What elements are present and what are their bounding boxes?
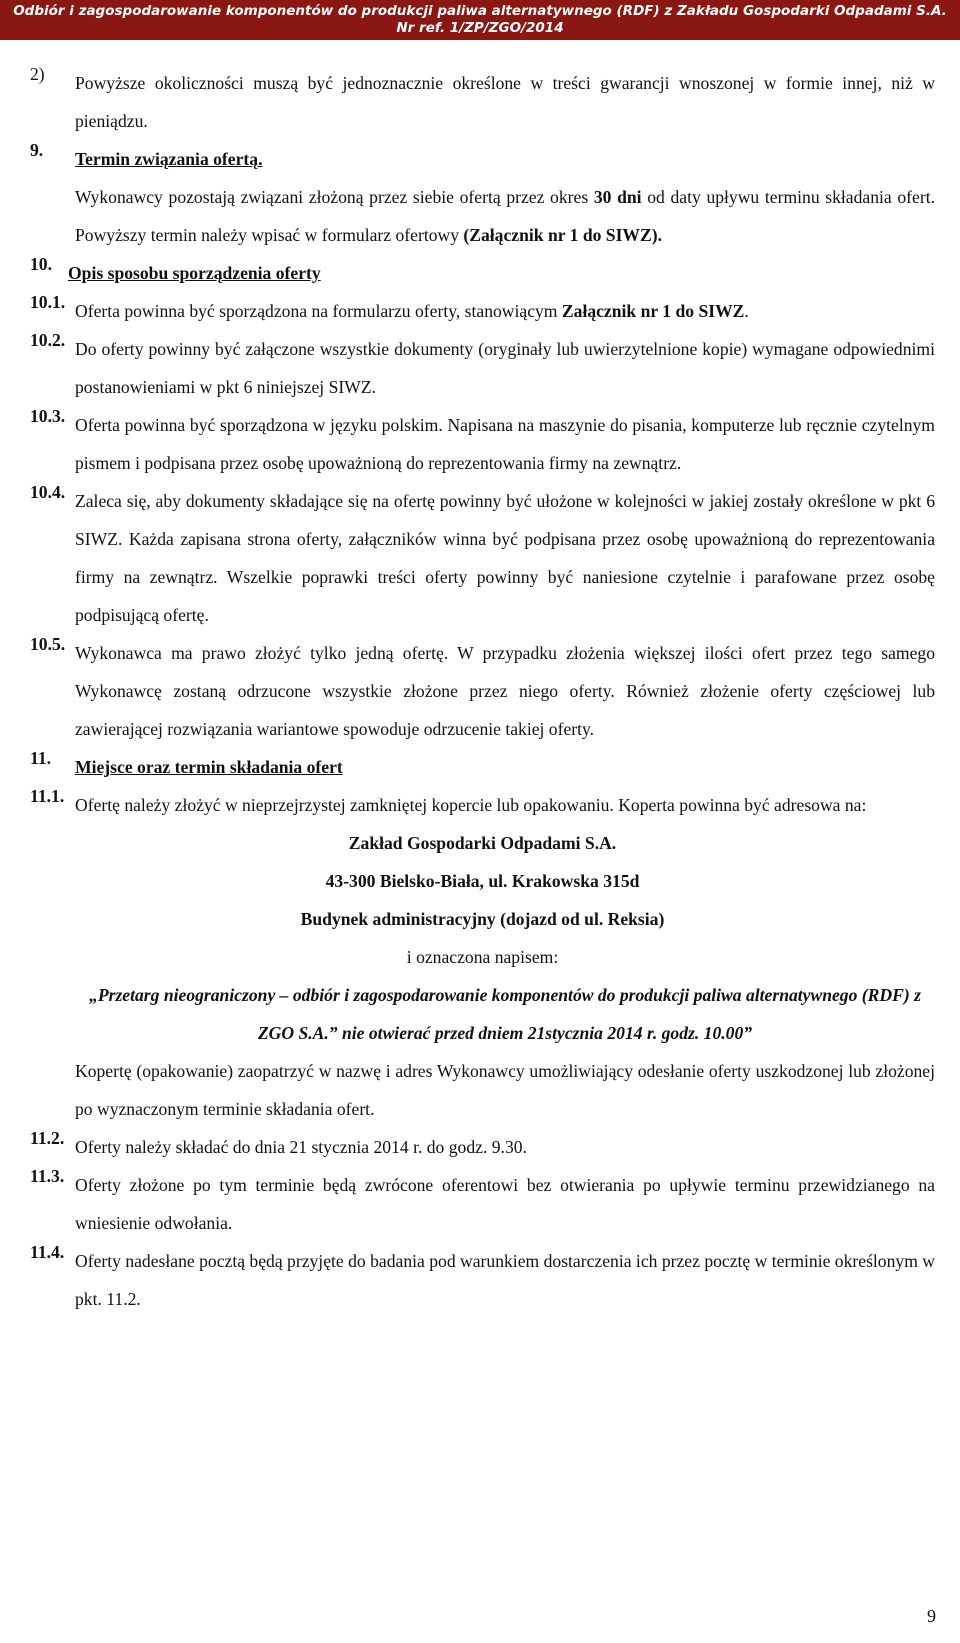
- item-10-2: [30, 330, 935, 406]
- item-11-3: [30, 1166, 935, 1242]
- item-11-2: [30, 1128, 935, 1166]
- item-number: 2): [30, 64, 45, 84]
- item-number: 10.5.: [30, 634, 66, 654]
- section-number: 11.: [30, 748, 52, 768]
- text-bold: (Załącznik nr 1 do SIWZ).: [463, 225, 663, 245]
- section-title: Opis sposobu sporządzenia oferty: [68, 263, 321, 283]
- item-text: Oferty należy składać do dnia 21 stycznia 2014 r. do godz. 9.30.: [75, 1137, 527, 1157]
- item-text: Ofertę należy złożyć w nieprzejrzystej zamkniętej kopercie lub opakowaniu. Koperta powinna być adresowa na:: [75, 795, 867, 815]
- header-reference: Nr ref. 1/ZP/ZGO/2014: [396, 20, 564, 36]
- item-number: 10.2.: [30, 330, 66, 350]
- paragraph-2: [30, 64, 935, 140]
- text-bold: 30 dni: [593, 187, 642, 207]
- section-11-heading: [30, 748, 935, 786]
- item-text: Oferty złożone po tym terminie będą zwrócone oferentowi bez otwierania po upływie terminu przewidzianego na wniesienie odwołania.: [75, 1175, 935, 1233]
- document-header: [0, 0, 960, 40]
- address-line-1: Zakład Gospodarki Odpadami S.A.: [348, 833, 617, 853]
- envelope-marking: „Przetarg nieograniczony – odbiór i zagospodarowanie komponentów do produkcji paliwa alternatywnego (RDF) z ZGO S.A.” nie otwierać przed dniem 21stycznia 2014 r. godz. 10.00”: [89, 985, 921, 1043]
- item-number: 11.4.: [30, 1242, 65, 1262]
- item-11-1: [30, 786, 935, 824]
- item-11-1-continuation: Kopertę (opakowanie) zaopatrzyć w nazwę i adres Wykonawcy umożliwiający odesłanie oferty uszkodzonej lub złożonej po wyznaczonym terminie składania ofert.: [75, 1061, 935, 1119]
- item-number: 11.3.: [30, 1166, 65, 1186]
- section-9-text: [75, 178, 935, 254]
- item-10-1: [30, 292, 935, 330]
- item-text: Oferty nadesłane pocztą będą przyjęte do badania pod warunkiem dostarczenia ich przez pocztę w terminie określonym w pkt. 11.2.: [75, 1251, 935, 1309]
- address-line-3: Budynek administracyjny (dojazd od ul. Reksia): [300, 909, 665, 929]
- address-line-4: i oznaczona napisem:: [406, 947, 559, 967]
- item-text: Oferta powinna być sporządzona w języku polskim. Napisana na maszynie do pisania, komputerze lub ręcznie czytelnym pismem i podpisana przez osobę upoważnioną do reprezentowania firmy na zewnątrz.: [75, 415, 935, 473]
- item-number: 10.3.: [30, 406, 66, 426]
- item-10-5: [30, 634, 935, 748]
- header-title: Odbiór i zagospodarowanie komponentów do produkcji paliwa alternatywnego (RDF) z Zakładu Gospodarki Odpadami S.A.: [13, 3, 947, 19]
- text-part: Oferta powinna być sporządzona na formularzu oferty, stanowiącym: [75, 301, 562, 321]
- item-text: [75, 292, 935, 330]
- text-bold: Załącznik nr 1 do SIWZ: [561, 301, 745, 321]
- text-part: .: [744, 301, 749, 321]
- item-10-3: [30, 406, 935, 482]
- item-number: 10.1.: [30, 292, 66, 312]
- paragraph-text: Powyższe okoliczności muszą być jednoznacznie określone w treści gwarancji wnoszonej w formie innej, niż w pieniądzu.: [75, 73, 935, 131]
- item-text: Do oferty powinny być załączone wszystkie dokumenty (oryginały lub uwierzytelnione kopie) wymagane odpowiednimi postanowieniami w pkt 6 niniejszej SIWZ.: [75, 339, 935, 397]
- item-11-4: [30, 1242, 935, 1318]
- address-line-2: 43-300 Bielsko-Biała, ul. Krakowska 315d: [325, 871, 640, 891]
- section-title: Miejsce oraz termin składania ofert: [75, 757, 343, 777]
- section-title: Termin związania ofertą.: [75, 149, 263, 169]
- item-number: 10.4.: [30, 482, 66, 502]
- section-number: 10.: [30, 254, 52, 274]
- item-10-4: [30, 482, 935, 634]
- section-10-heading: [30, 254, 935, 292]
- item-number: 11.2.: [30, 1128, 65, 1148]
- page-number: 9: [927, 1606, 936, 1626]
- document-body: [30, 64, 935, 1318]
- text-part: Wykonawcy pozostają związani złożoną przez siebie ofertą przez okres: [75, 187, 594, 207]
- section-number: 9.: [30, 140, 44, 160]
- item-text: Zaleca się, aby dokumenty składające się na ofertę powinny być ułożone w kolejności w jakiej zostały określone w pkt 6 SIWZ. Każda zapisana strona oferty, załączników winna być podpisana przez osobę upoważnioną do reprezentowania firmy na zewnątrz. Wszelkie poprawki treści oferty powinny być naniesione czytelnie i parafowane przez osobę podpisującą ofertę.: [75, 491, 935, 625]
- item-number: 11.1.: [30, 786, 65, 806]
- text-part: od daty upływu terminu składania ofert. Powyższy termin należy wpisać w formularz ofertowy: [75, 187, 935, 245]
- section-9-heading: [30, 140, 935, 178]
- item-text: Wykonawca ma prawo złożyć tylko jedną ofertę. W przypadku złożenia większej ilości ofert przez tego samego Wykonawcę zostaną odrzucone wszystkie złożone przez niego oferty. Również złożenie oferty częściowej lub zawierającej rozwiązania wariantowe spowoduje odrzucenie takiej oferty.: [75, 643, 935, 739]
